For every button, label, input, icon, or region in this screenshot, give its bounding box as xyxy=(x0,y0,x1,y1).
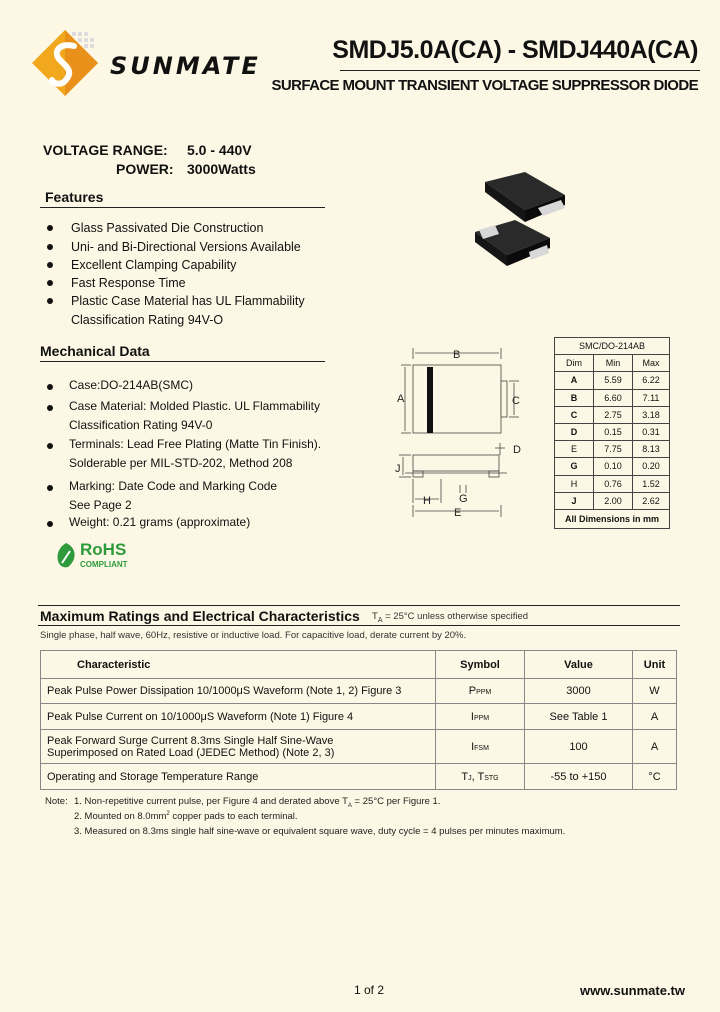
power-label: POWER: xyxy=(116,161,174,177)
ratings-table xyxy=(40,650,677,790)
list-item: Classification Rating 94V-O xyxy=(71,313,224,327)
brand-name: SUNMATE xyxy=(110,52,261,80)
list-item: Weight: 0.21 grams (approximate) xyxy=(40,513,340,532)
ratings-top-divider xyxy=(38,605,680,606)
rohs-label: RoHS xyxy=(80,540,127,559)
table-row: B 6.60 7.11 xyxy=(555,389,670,406)
dim-label-a: A xyxy=(397,393,405,405)
dims-header-max: Max xyxy=(633,355,670,372)
smc-package-image xyxy=(465,160,585,275)
mechanical-list xyxy=(40,376,340,532)
list-item: Solderable per MIL-STD-202, Method 208 xyxy=(69,456,293,470)
list-item: Terminals: Lead Free Plating (Matte Tin Finish). xyxy=(40,435,340,454)
list-item: Fast Response Time xyxy=(40,274,340,292)
table-row: Peak Forward Surge Current 8.3ms Single Half Sine-Wave Superimposed on Rated Load (JEDEC Method) (Note 2, 3) IFSM 100 A xyxy=(41,730,677,764)
dim-label-b: B xyxy=(453,349,461,361)
table-row: H 0.76 1.52 xyxy=(555,475,670,492)
list-item: Classification Rating 94V-0 xyxy=(69,418,213,432)
note-2: 2. Mounted on $8.0mm^2$ copper pads to each terminal. xyxy=(74,811,298,823)
title-divider xyxy=(340,70,700,71)
table-row: Peak Pulse Power Dissipation 10/1000μS Waveform (Note 1, 2) Figure 3 PPPM 3000 W xyxy=(41,679,677,704)
table-row: J 2.00 2.62 xyxy=(555,492,670,509)
package-dimension-diagram xyxy=(383,343,553,523)
table-row: G 0.10 0.20 xyxy=(555,458,670,475)
note-3: 3. Measured on 8.3ms single half sine-wave or equivalent square wave, duty cycle = 4 pulses per minutes maximum. xyxy=(74,826,566,837)
table-row: E 7.75 8.13 xyxy=(555,441,670,458)
list-item: Case:DO-214AB(SMC) xyxy=(40,376,340,397)
dims-table-title: SMC/DO-214AB xyxy=(555,338,670,355)
rohs-leaf-icon xyxy=(54,541,78,569)
list-item: Excellent Clamping Capability xyxy=(40,256,340,274)
sunmate-logo-icon xyxy=(30,28,100,98)
list-item: Uni- and Bi-Directional Versions Available xyxy=(40,238,340,256)
website-link[interactable]: www.sunmate.tw xyxy=(580,983,685,998)
table-row: Operating and Storage Temperature Range TJ, TSTG -55 to +150 °C xyxy=(41,764,677,790)
voltage-label: VOLTAGE RANGE: xyxy=(43,142,168,158)
list-item: Glass Passivated Die Construction xyxy=(40,219,340,238)
features-list xyxy=(40,219,340,329)
page-number: 1 of 2 xyxy=(354,983,385,997)
ratings-heading: Maximum Ratings and Electrical Characteristics xyxy=(40,608,360,624)
table-row: A 5.59 6.22 xyxy=(555,372,670,389)
note-1: 1. Non-repetitive current pulse, per Figure 4 and derated above $T_A = 25^\circ C$ per Figure 1. xyxy=(74,796,441,809)
ratings-header-characteristic: Characteristic xyxy=(41,651,436,679)
dimensions-table xyxy=(554,337,670,529)
table-row: Peak Pulse Current on 10/1000μS Waveform (Note 1) Figure 4 IPPM See Table 1 A xyxy=(41,704,677,730)
dim-label-d: D xyxy=(513,444,521,456)
ratings-header-symbol: Symbol xyxy=(436,651,525,679)
notes-label: Note: xyxy=(45,796,68,807)
ratings-header-unit: Unit xyxy=(633,651,677,679)
list-item: See Page 2 xyxy=(69,498,132,512)
rohs-compliant: COMPLIANT xyxy=(80,560,128,569)
features-heading: Features xyxy=(45,189,104,205)
ratings-header-value: Value xyxy=(525,651,633,679)
dim-label-h: H xyxy=(423,495,431,507)
list-item: Plastic Case Material has UL Flammability xyxy=(40,292,340,311)
dims-table-footer: All Dimensions in mm xyxy=(555,509,670,528)
mechanical-divider xyxy=(40,361,325,362)
dim-label-j: J xyxy=(395,463,401,475)
dims-header-dim: Dim xyxy=(555,355,594,372)
power-value: 3000Watts xyxy=(187,161,256,177)
list-item: Marking: Date Code and Marking Code xyxy=(40,477,340,496)
dim-label-e: E xyxy=(454,507,462,519)
dims-header-min: Min xyxy=(594,355,633,372)
voltage-value: 5.0 - 440V xyxy=(187,142,252,158)
mechanical-heading: Mechanical Data xyxy=(40,343,150,359)
cathode-band xyxy=(427,367,433,433)
ratings-temp-note: $T_A = 25^\circ C$ unless otherwise specified xyxy=(372,611,529,624)
list-item: Case Material: Molded Plastic. UL Flammability xyxy=(40,397,340,416)
features-divider xyxy=(40,207,325,208)
page-subtitle: SURFACE MOUNT TRANSIENT VOLTAGE SUPPRESSOR DIODE xyxy=(271,77,698,94)
dim-label-c: C xyxy=(512,395,520,407)
dim-label-g: G xyxy=(459,493,468,505)
table-row: D 0.15 0.31 xyxy=(555,423,670,440)
ratings-bottom-divider xyxy=(38,625,680,626)
page-title: SMDJ5.0A(CA) - SMDJ440A(CA) xyxy=(332,36,698,64)
table-row: C 2.75 3.18 xyxy=(555,406,670,423)
ratings-subnote: Single phase, half wave, 60Hz, resistive or inductive load. For capacitive load, derate current by 20%. xyxy=(40,630,467,641)
